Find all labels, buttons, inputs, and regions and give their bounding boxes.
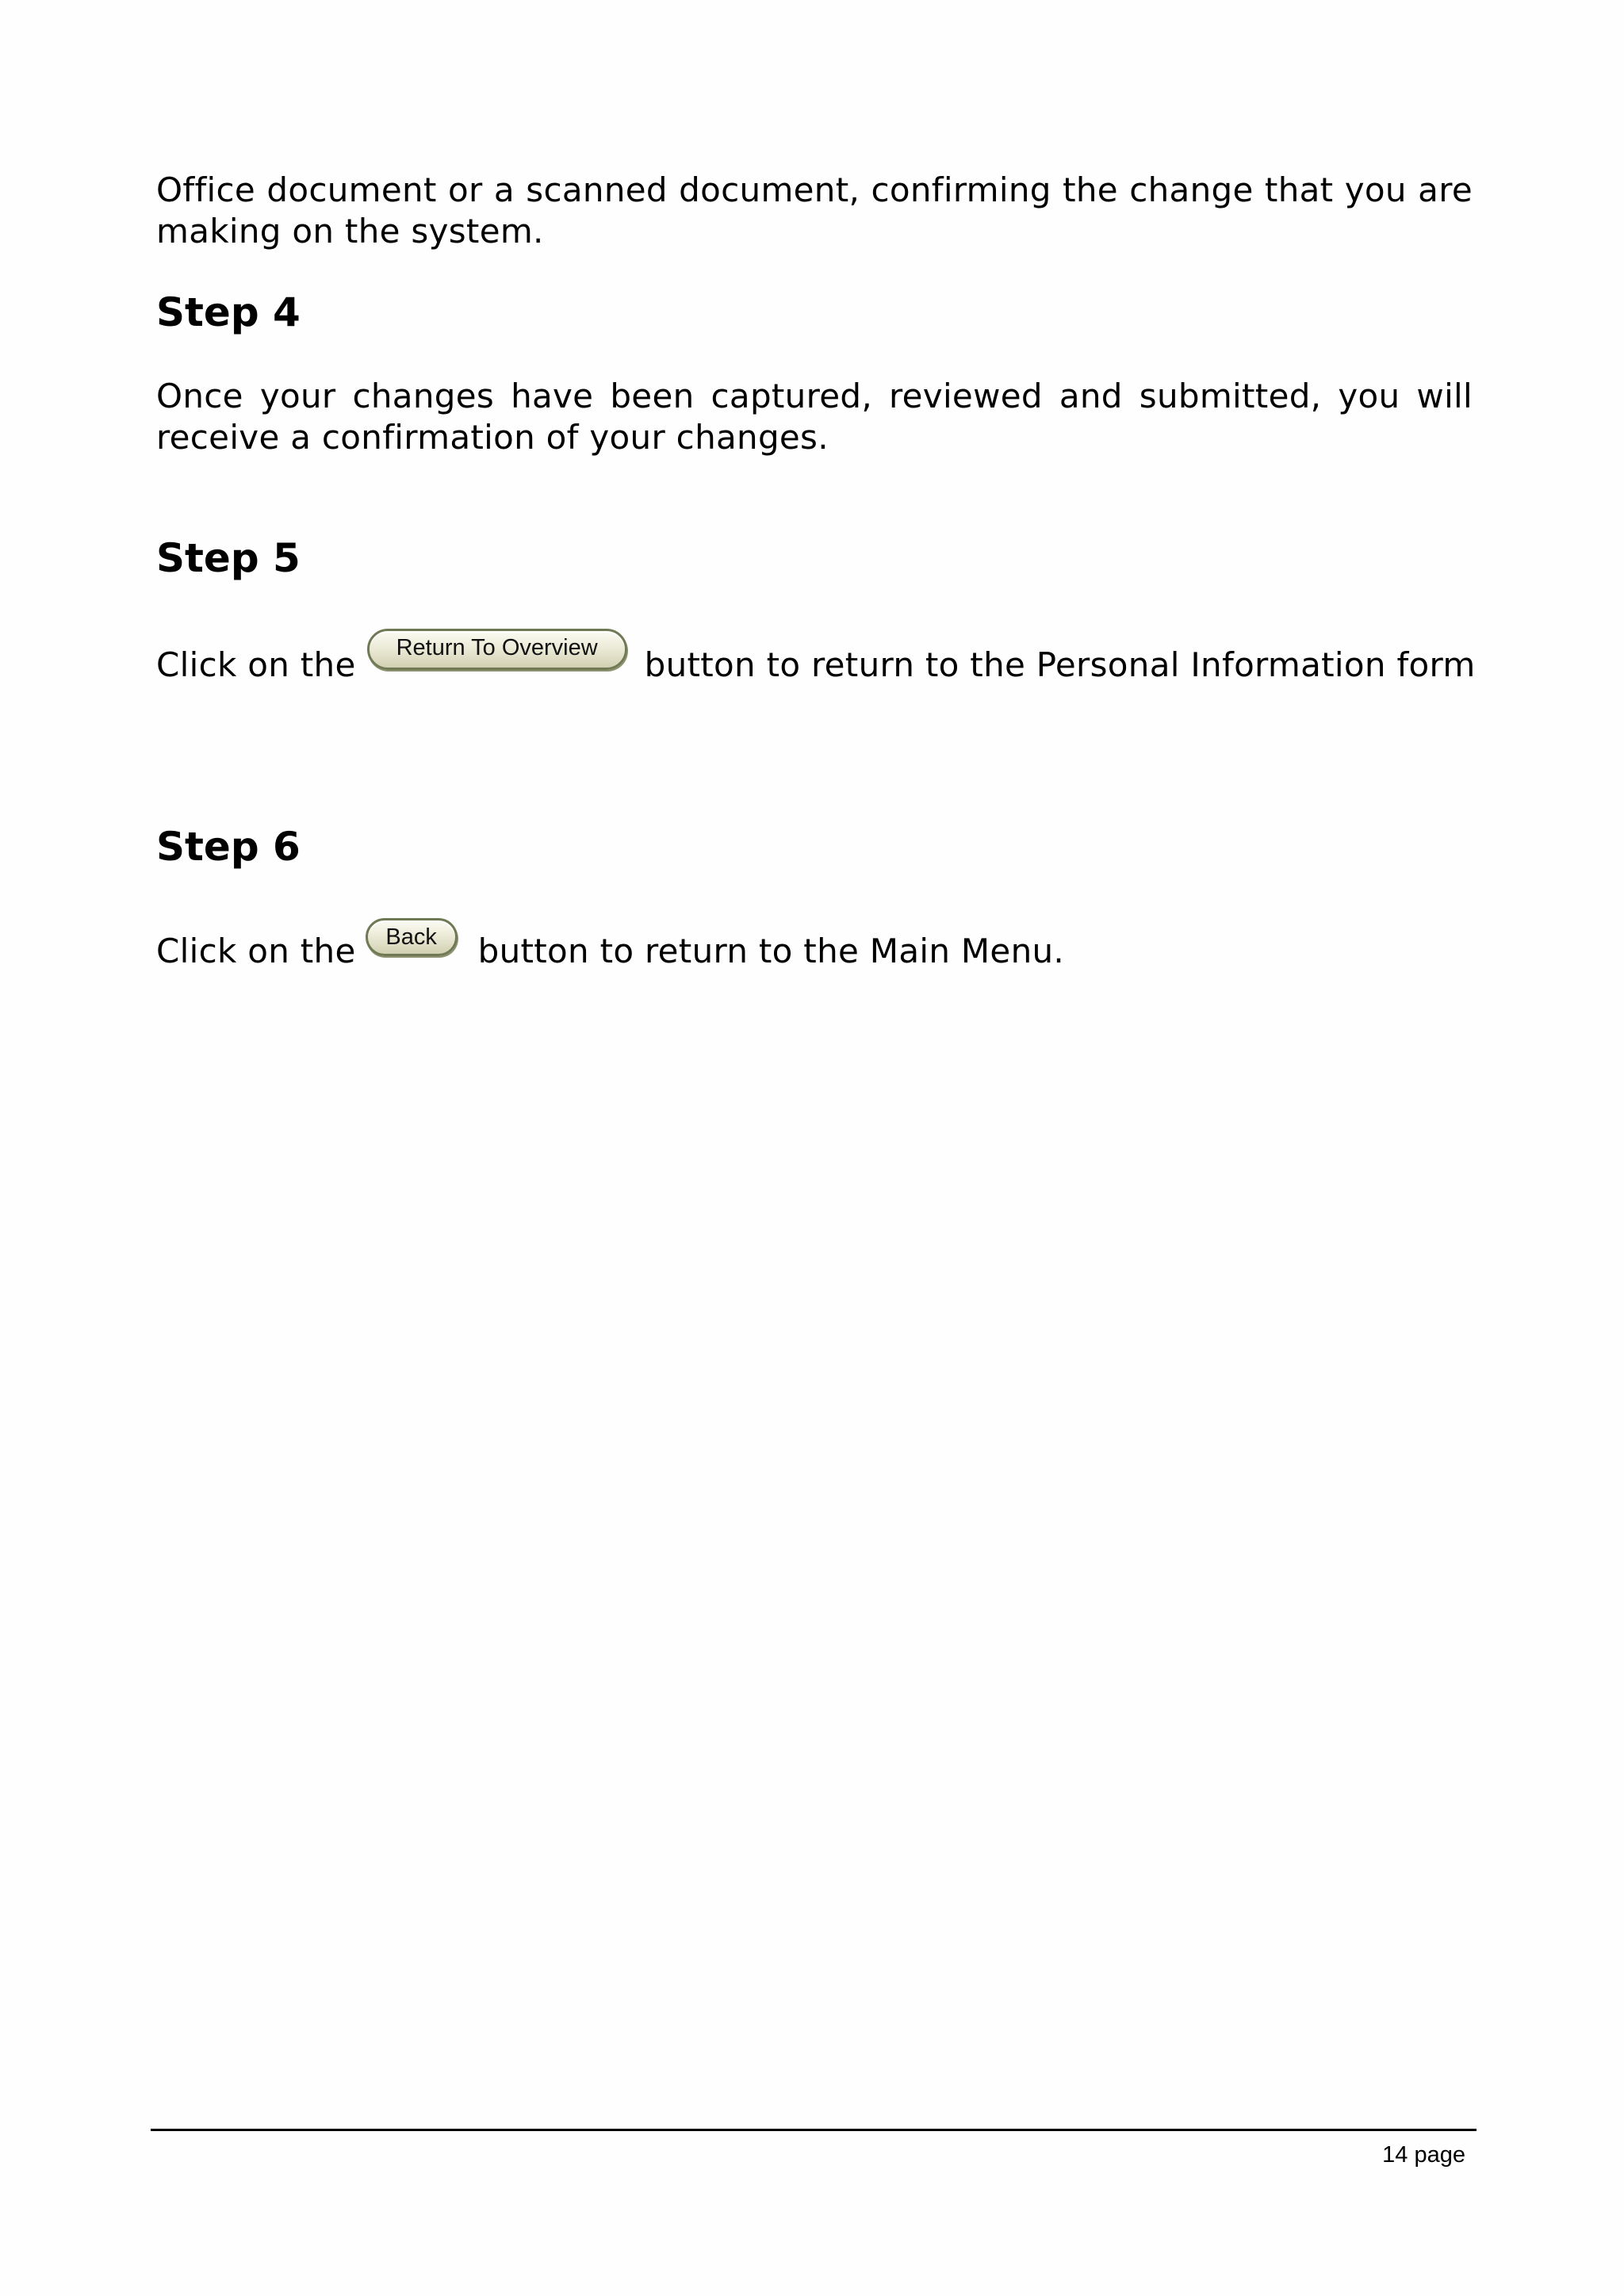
return-to-overview-button[interactable]: Return To Overview	[367, 629, 627, 670]
step-5-text-after: button to return to the Personal Information form	[644, 645, 1476, 684]
step-6-text-after: button to return to the Main Menu.	[477, 932, 1065, 970]
step-4-text: Once your changes have been captured, reviewed and submitted, you will receive a confirmation of your changes.	[156, 377, 1473, 457]
step-5-heading: Step 5	[156, 535, 301, 581]
step-6-text-before: Click on the	[156, 932, 356, 970]
step-6-heading: Step 6	[156, 824, 301, 870]
step-5-instruction	[156, 635, 1476, 686]
step-4-heading: Step 4	[156, 289, 301, 335]
intro-paragraph: Office document or a scanned document, confirming the change that you are making on the system.	[156, 170, 1473, 251]
step-6-instruction	[156, 924, 1065, 972]
back-button[interactable]: Back	[366, 918, 458, 956]
step-5-text-before: Click on the	[156, 645, 356, 684]
page-number: 14 page	[1382, 2142, 1465, 2168]
footer-divider	[151, 2129, 1477, 2131]
